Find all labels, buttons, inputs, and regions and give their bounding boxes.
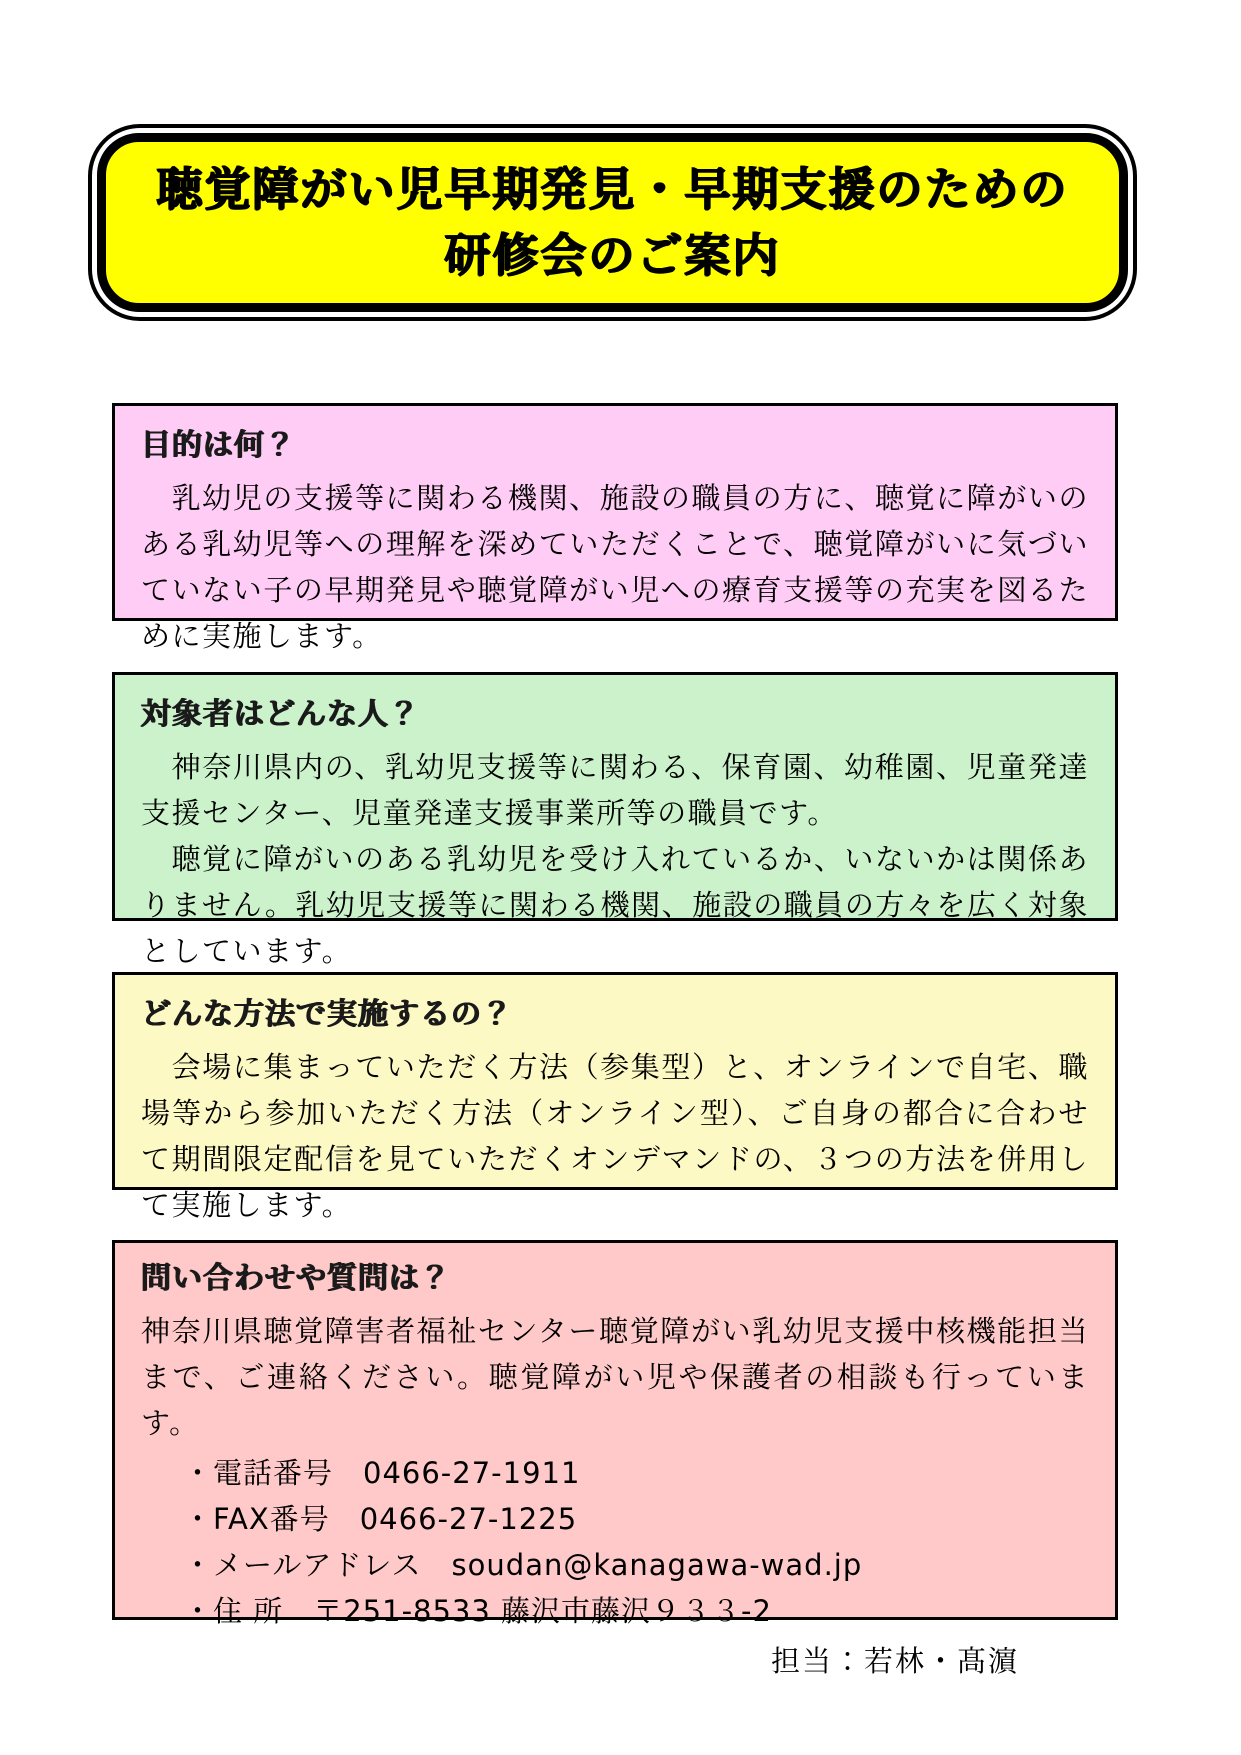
section-contact xyxy=(112,1240,1118,1678)
contact-list xyxy=(183,1450,1089,1634)
staff-in-charge: 担当：若林・髙濵 xyxy=(770,1643,1019,1678)
page-title-line-2: 研修会のご案内 xyxy=(444,227,781,282)
contact-fax: ・FAX番号 0466-27-1225 xyxy=(183,1501,578,1536)
contact-phone: ・電話番号 0466-27-1911 xyxy=(183,1455,581,1490)
section-method-paragraph: 会場に集まっていただく方法（参集型）と、オンラインで自宅、職場等から参加いただく方法（オンライン型）、ご自身の都合に合わせて期間限定配信を見ていただくオンデマンドの、３つの方法を併用して実施します。 xyxy=(141,1049,1089,1222)
contact-address: ・住 所 〒251-8533 藤沢市藤沢９３３-2 xyxy=(183,1593,772,1628)
section-purpose-paragraph: 乳幼児の支援等に関わる機関、施設の職員の方に、聴覚に障がいのある乳幼児等への理解を深めていただくことで、聴覚障がいに気づいていない子の早期発見や聴覚障がい児への療育支援等の充実を図るために実施します。 xyxy=(141,480,1089,653)
section-audience xyxy=(112,672,1118,968)
title-banner xyxy=(88,124,1137,321)
section-audience-paragraph-2: 聴覚に障がいのある乳幼児を受け入れているか、いないかは関係ありません。乳幼児支援等に関わる機関、施設の職員の方々を広く対象としています。 xyxy=(141,841,1089,968)
contact-email: ・メールアドレス soudan@kanagawa-wad.jp xyxy=(183,1547,863,1582)
section-purpose xyxy=(112,403,1118,653)
section-audience-paragraph-1: 神奈川県内の、乳幼児支援等に関わる、保育園、幼稚園、児童発達支援センター、児童発達支援事業所等の職員です。 xyxy=(141,749,1089,830)
section-purpose-heading: 目的は何？ xyxy=(141,428,296,463)
page-title-line-1: 聴覚障がい児早期発見・早期支援のための xyxy=(156,162,1069,217)
title-banner-inner xyxy=(97,133,1128,312)
section-method-heading: どんな方法で実施するの？ xyxy=(141,997,513,1032)
section-contact-heading: 問い合わせや質問は？ xyxy=(141,1261,451,1296)
section-audience-heading: 対象者はどんな人？ xyxy=(141,697,420,732)
section-contact-paragraph: 神奈川県聴覚障害者福祉センター聴覚障がい乳幼児支援中核機能担当まで、ご連絡ください。聴覚障がい児や保護者の相談も行っています。 xyxy=(141,1313,1089,1440)
section-method xyxy=(112,972,1118,1222)
